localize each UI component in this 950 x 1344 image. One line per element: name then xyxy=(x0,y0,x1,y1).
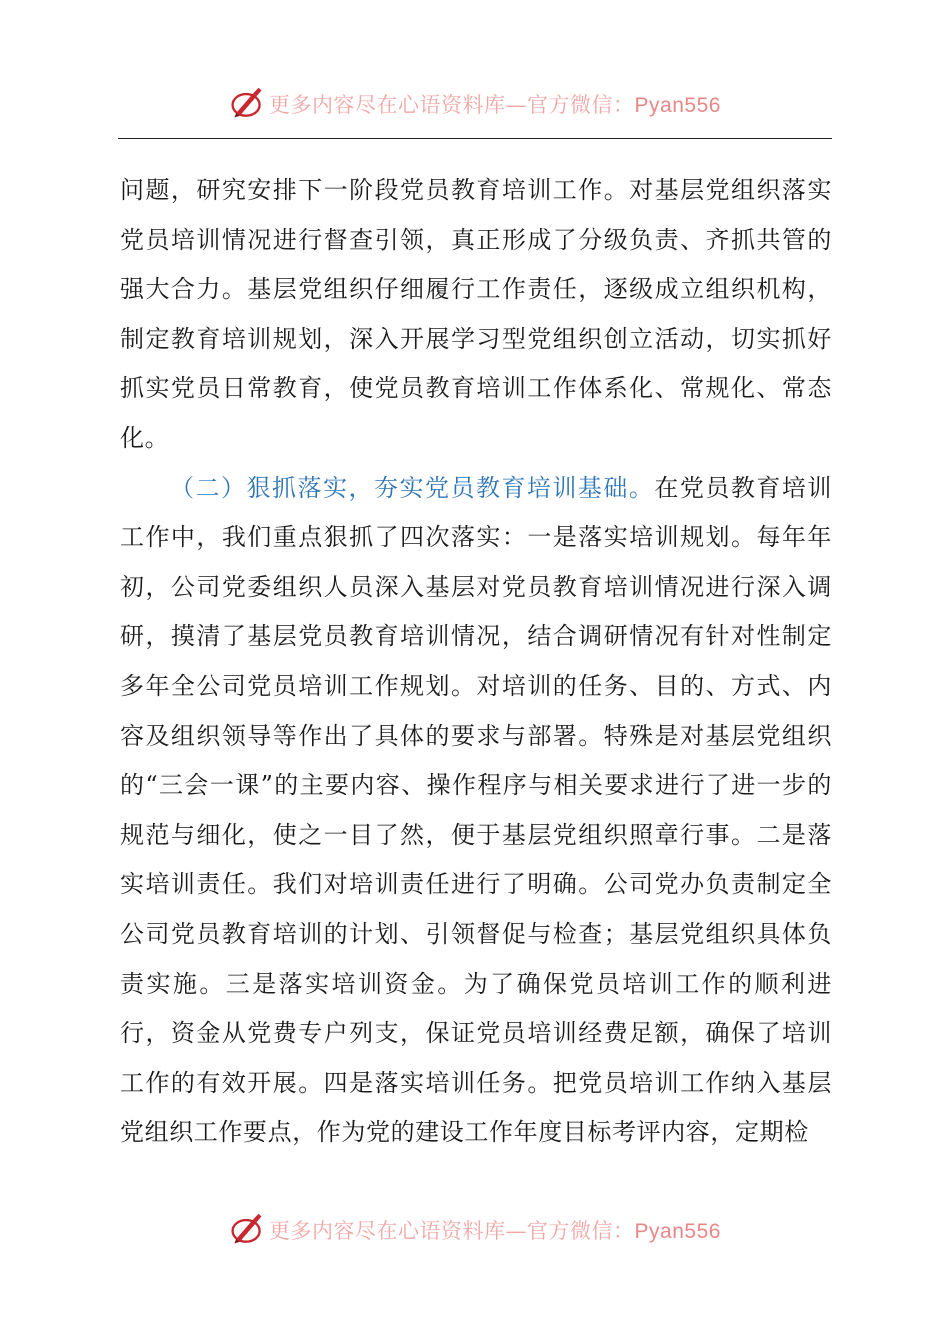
footer-banner-label: 更多内容尽在心语资料库—官方微信： xyxy=(269,1219,635,1243)
header-wechat-handle: Pyan556 xyxy=(634,94,721,117)
body-paragraph-2 xyxy=(120,464,832,1158)
pen-logo-icon xyxy=(229,1212,265,1248)
header-banner-label: 更多内容尽在心语资料库—官方微信： xyxy=(269,93,635,117)
document-body xyxy=(120,166,832,1158)
pen-logo-icon xyxy=(229,86,265,122)
footer-banner xyxy=(0,1208,950,1252)
header-rule xyxy=(118,138,832,139)
body-paragraph-2-text: 在党员教育培训工作中，我们重点狠抓了四次落实：一是落实培训规划。每年年初，公司党委组织人员深入基层对党员教育培训情况进行深入调研，摸清了基层党员教育培训情况，结合调研情况有针对性制定多年全公司党员培训工作规划。对培训的任务、目的、方式、内容及组织领导等作出了具体的要求与部署。特殊是对基层党组织的“三会一课”的主要内容、操作程序与相关要求进行了进一步的规范与细化，使之一目了然，便于基层党组织照章行事。二是落实培训责任。我们对培训责任进行了明确。公司党办负责制定全公司党员教育培训的计划、引领督促与检查；基层党组织具体负责实施。三是落实培训资金。为了确保党员培训工作的顺利进行，资金从党费专户列支，保证党员培训经费足额，确保了培训工作的有效开展。四是落实培训任务。把党员培训工作纳入基层党组织工作要点，作为党的建设工作年度目标考评内容，定期检 xyxy=(120,473,832,1147)
header-banner-text xyxy=(269,89,721,119)
footer-banner-text xyxy=(269,1215,721,1245)
section-heading: （二）狠抓落实，夯实党员教育培训基础。 xyxy=(170,473,655,502)
body-paragraph-1: 问题，研究安排下一阶段党员教育培训工作。对基层党组织落实党员培训情况进行督查引领，真正形成了分级负责、齐抓共管的强大合力。基层党组织仔细履行工作责任，逐级成立组织机构，制定教育培训规划，深入开展学习型党组织创立活动，切实抓好抓实党员日常教育，使党员教育培训工作体系化、常规化、常态化。 xyxy=(120,176,832,452)
header-banner xyxy=(0,82,950,126)
footer-wechat-handle: Pyan556 xyxy=(634,1220,721,1243)
